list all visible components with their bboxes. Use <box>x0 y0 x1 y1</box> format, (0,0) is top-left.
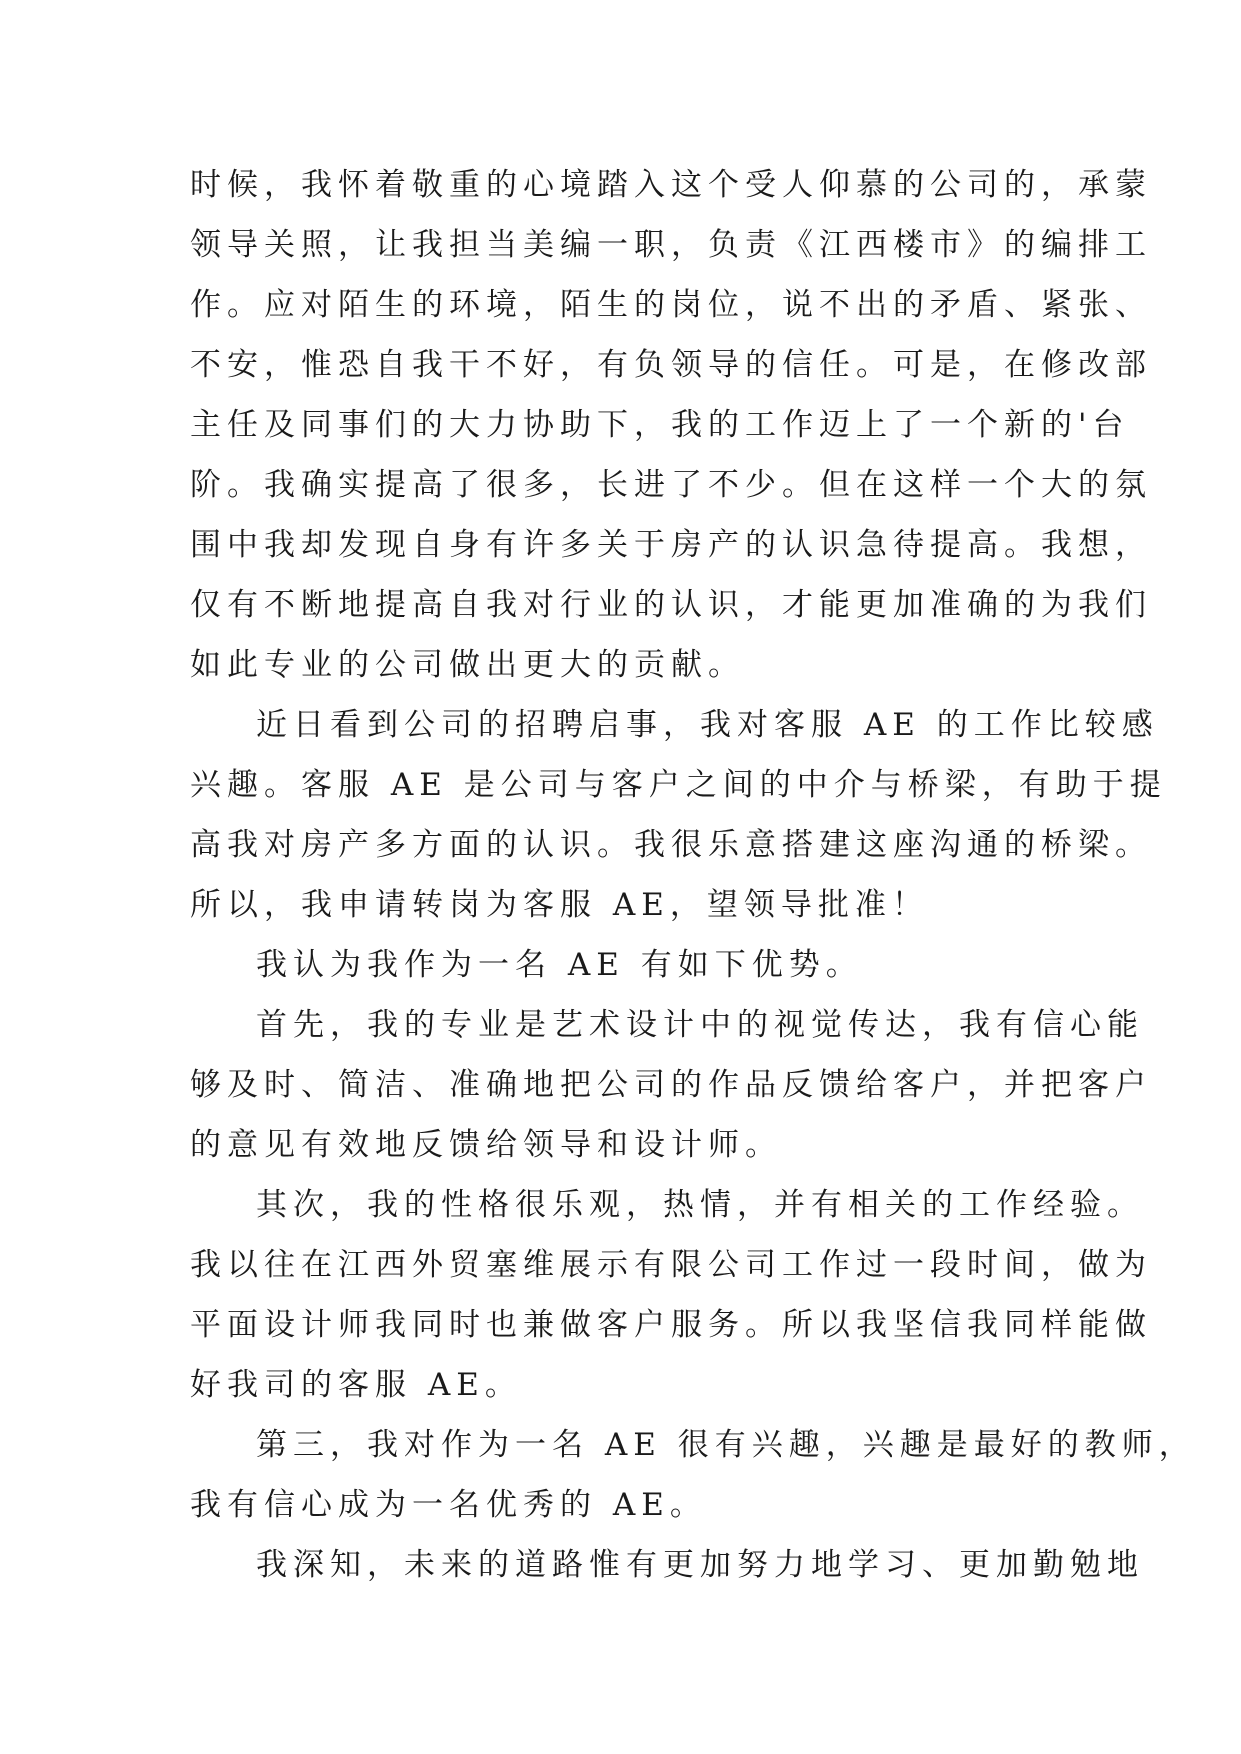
text-line: 时候，我怀着敬重的心境踏入这个受人仰慕的公司的，承蒙 <box>190 167 1152 203</box>
text-line: 高我对房产多方面的认识。我很乐意搭建这座沟通的桥梁。 <box>190 827 1152 863</box>
text-line: 围中我却发现自身有许多关于房产的认识急待提高。我想， <box>190 527 1152 563</box>
paragraph-first-line: 其次，我的性格很乐观，热情，并有相关的工作经验。 <box>256 1187 1144 1223</box>
paragraph-first-line: 首先，我的专业是艺术设计中的视觉传达，我有信心能 <box>256 1007 1144 1043</box>
body-text <box>190 155 1196 1595</box>
text-line: 我有信心成为一名优秀的 AE。 <box>190 1487 707 1523</box>
text-line: 好我司的客服 AE。 <box>190 1367 522 1403</box>
text-line: 仅有不断地提高自我对行业的认识，才能更加准确的为我们 <box>190 587 1152 623</box>
text-line: 够及时、简洁、准确地把公司的作品反馈给客户，并把客户 <box>190 1067 1152 1103</box>
paragraph-first-line: 近日看到公司的招聘启事，我对客服 AE 的工作比较感 <box>256 707 1159 743</box>
text-line: 主任及同事们的大力协助下，我的工作迈上了一个新的'台 <box>190 407 1130 443</box>
text-line: 如此专业的公司做出更大的贡献。 <box>190 647 745 683</box>
text-line: 我以往在江西外贸塞维展示有限公司工作过一段时间，做为 <box>190 1247 1152 1283</box>
text-line: 作。应对陌生的环境，陌生的岗位，说不出的矛盾、紧张、 <box>190 287 1152 323</box>
paragraph-first-line: 我深知，未来的道路惟有更加努力地学习、更加勤勉地 <box>256 1547 1144 1583</box>
text-line: 不安，惟恐自我干不好，有负领导的信任。可是，在修改部 <box>190 347 1152 383</box>
text-line: 的意见有效地反馈给领导和设计师。 <box>190 1127 782 1163</box>
text-line: 阶。我确实提高了很多，长进了不少。但在这样一个大的氛 <box>190 467 1152 503</box>
text-line: 兴趣。客服 AE 是公司与客户之间的中介与桥梁，有助于提 <box>190 767 1167 803</box>
text-line: 所以，我申请转岗为客服 AE，望领导批准！ <box>190 887 929 923</box>
paragraph-first-line: 第三，我对作为一名 AE 很有兴趣，兴趣是最好的教师， <box>256 1427 1196 1463</box>
text-line: 平面设计师我同时也兼做客户服务。所以我坚信我同样能做 <box>190 1307 1152 1343</box>
text-line: 领导关照，让我担当美编一职，负责《江西楼市》的编排工 <box>190 227 1152 263</box>
paragraph-first-line: 我认为我作为一名 AE 有如下优势。 <box>256 947 863 983</box>
